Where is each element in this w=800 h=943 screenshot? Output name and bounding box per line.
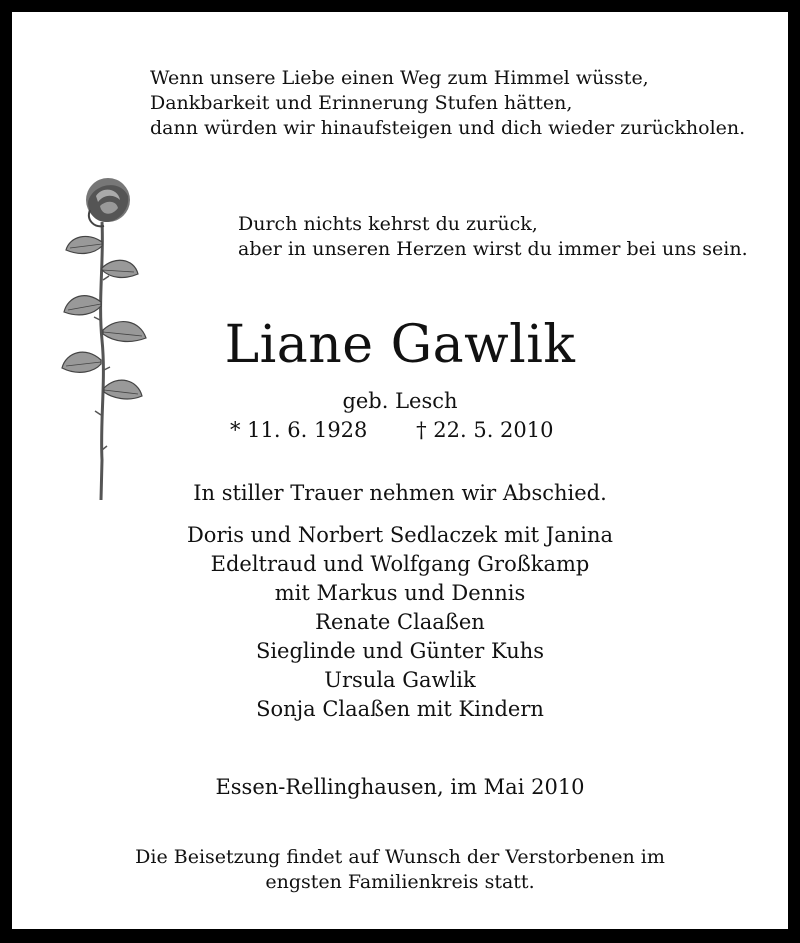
farewell-line: In stiller Trauer nehmen wir Abschied.: [193, 481, 607, 505]
mourner-line: Sieglinde und Günter Kuhs: [255, 639, 545, 663]
mourner-line: mit Markus und Dennis: [274, 581, 526, 605]
burial-notice: [12, 845, 788, 895]
verse-line: Dankbarkeit und Erinnerung Stufen hätten,: [150, 92, 573, 114]
verse-line: Durch nichts kehrst du zurück,: [238, 213, 538, 235]
mourner-line: Doris und Norbert Sedlaczek mit Janina: [186, 523, 614, 547]
burial-line: Die Beisetzung findet auf Wunsch der Verstorbenen im: [135, 846, 665, 868]
verse-line: Wenn unsere Liebe einen Weg zum Himmel wüsste,: [150, 67, 649, 89]
verse-line: aber in unseren Herzen wirst du immer bei uns sein.: [238, 238, 748, 260]
mourners-list: [12, 521, 788, 724]
deceased-name: [12, 312, 788, 378]
second-verse: [238, 212, 748, 262]
obituary-notice: [12, 12, 788, 929]
birth-date: * 11. 6. 1928: [230, 418, 368, 442]
opening-verse: [150, 66, 745, 141]
verse-line: dann würden wir hinaufsteigen und dich wieder zurückholen.: [150, 117, 746, 139]
birth-name: geb. Lesch: [342, 389, 458, 413]
deceased-name-text: Liane Gawlik: [224, 315, 576, 375]
burial-line: engsten Familienkreis statt.: [265, 871, 535, 893]
death-date: † 22. 5. 2010: [416, 418, 554, 442]
mourner-line: Ursula Gawlik: [324, 668, 476, 692]
mourner-line: Sonja Claaßen mit Kindern: [256, 697, 544, 721]
life-dates: [230, 417, 554, 444]
mourner-line: Edeltraud und Wolfgang Großkamp: [210, 552, 590, 576]
place-and-date: Essen-Rellinghausen, im Mai 2010: [215, 775, 585, 799]
mourner-line: Renate Claaßen: [315, 610, 485, 634]
